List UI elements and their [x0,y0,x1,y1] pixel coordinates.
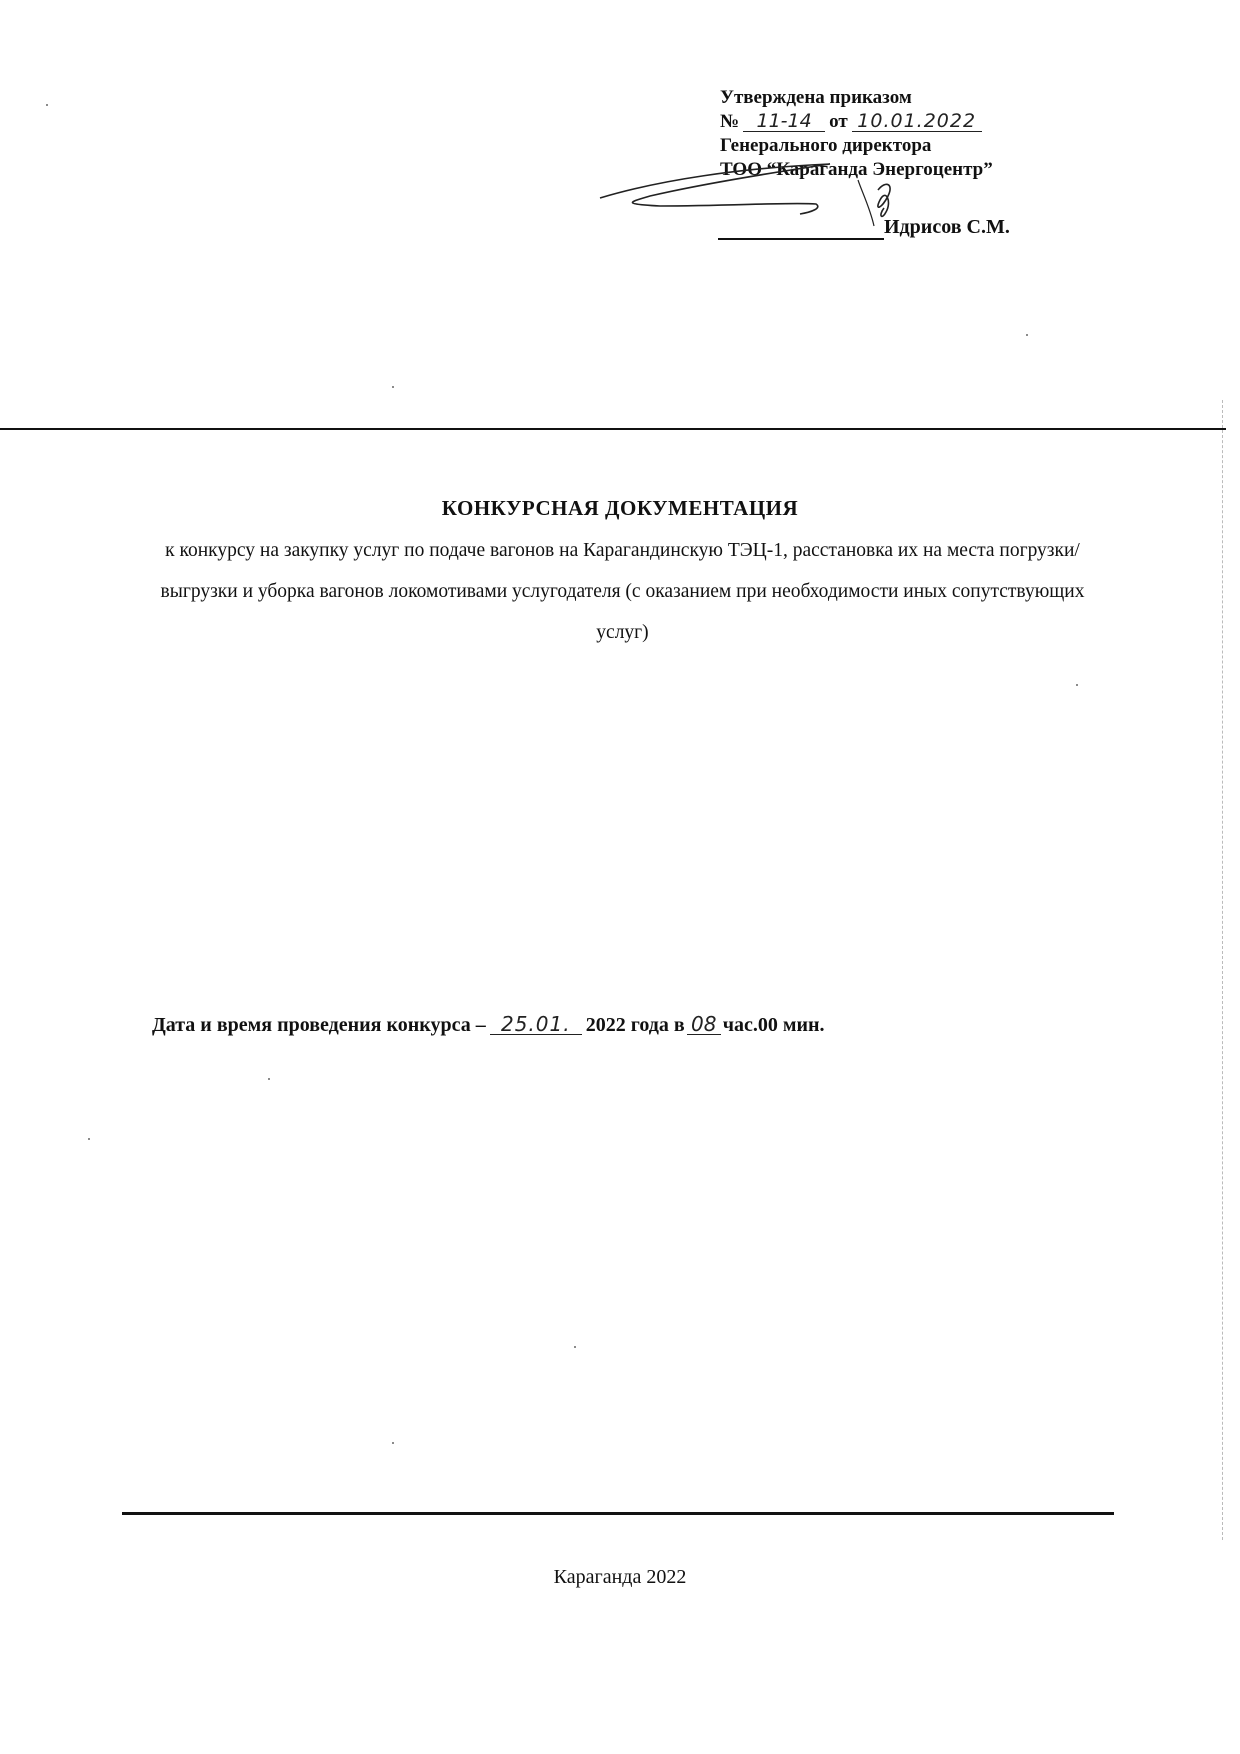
signature-line [718,238,884,240]
document-subtitle: к конкурсу на закупку услуг по подаче вагонов на Карагандинскую ТЭЦ-1, расстановка их на места погрузки/выгрузки и уборка вагонов локомотивами услугодателя (с оказанием при необходимости иных сопутствующих услуг) [160,540,1085,643]
scan-speck [392,1442,394,1444]
number-sign: № [720,111,740,132]
approval-line-3: Генерального директора [720,135,932,156]
signer-name: Идрисов С.М. [884,216,1010,238]
scan-speck [268,1078,270,1080]
scan-speck [574,1346,576,1348]
footer-city-year: Караганда 2022 [553,1566,687,1588]
scan-speck [1026,334,1028,336]
order-number-line [720,110,1140,134]
contest-date-handwritten: 25.01. [490,1014,582,1035]
contest-datetime [152,1014,825,1037]
approval-line-4: ТОО “Караганда Энергоцентр” [720,159,993,180]
scan-margin-mark [1222,400,1223,1540]
datetime-suffix: час.00 мин. [722,1014,825,1036]
scan-speck [46,104,48,106]
contest-hour-handwritten: 08 [687,1014,721,1035]
document-title: КОНКУРСНАЯ ДОКУМЕНТАЦИЯ [441,496,799,520]
scan-speck [392,386,394,388]
order-date-handwritten: 10.01.2022 [852,111,982,132]
approval-line-1: Утверждена приказом [720,87,912,108]
scan-speck [88,1138,90,1140]
datetime-prefix: Дата и время проведения конкурса – [152,1014,486,1036]
datetime-year: 2022 года в [585,1014,685,1036]
handwritten-signature [590,150,920,240]
from-word: от [829,111,848,132]
footer-divider [122,1512,1114,1515]
header-divider [0,428,1226,430]
scan-speck [1076,684,1078,686]
order-number-handwritten: 11-14 [743,111,825,132]
